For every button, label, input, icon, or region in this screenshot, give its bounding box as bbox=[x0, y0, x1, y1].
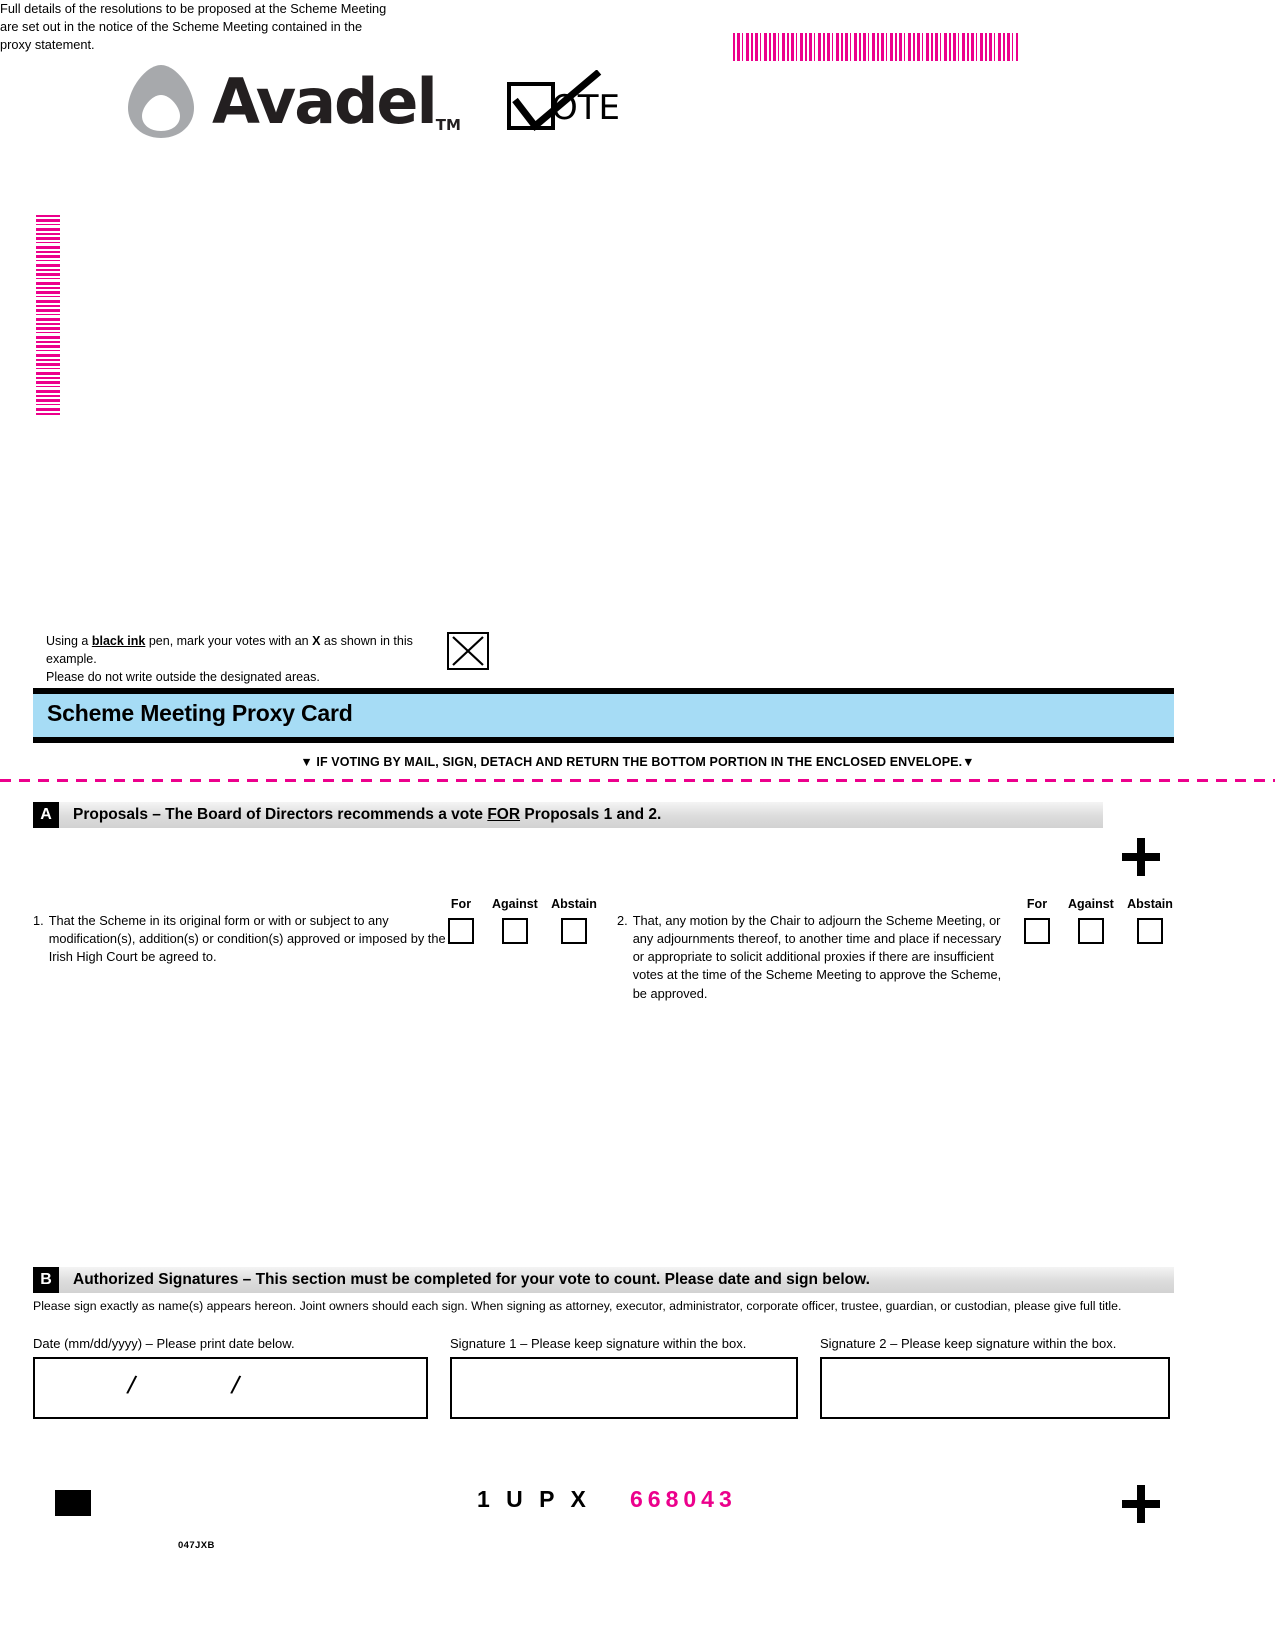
section-a-header bbox=[33, 802, 1103, 828]
avadel-mark-icon bbox=[120, 62, 202, 142]
registration-mark-top-right bbox=[1122, 838, 1160, 876]
proposal-2-abstain-checkbox[interactable] bbox=[1137, 918, 1163, 944]
proposal-1-against-column bbox=[492, 897, 537, 944]
signature1-field-label: Signature 1 – Please keep signature within the box. bbox=[450, 1336, 747, 1351]
proposal-1-against-checkbox[interactable] bbox=[502, 918, 528, 944]
proposal-2-against-column bbox=[1068, 897, 1113, 944]
svg-text:OTE: OTE bbox=[551, 88, 621, 128]
proposal-1-abstain-column bbox=[551, 897, 597, 944]
instruction-line1-suffix: as shown in this example. bbox=[46, 634, 413, 667]
instruction-line2: Please do not write outside the designated areas. bbox=[46, 670, 320, 685]
instruction-line1-middle: pen, mark your votes with an bbox=[145, 634, 313, 648]
proposal-2-text: That, any motion by the Chair to adjourn the Scheme Meeting, or any adjournments thereof, to another time and place if necessary or appropriate to solicit additional proxies if there are insufficient votes at the time of the Scheme Meeting to approve the Scheme, be approved. bbox=[632, 913, 1002, 1001]
date-separator-2: / bbox=[229, 1369, 243, 1401]
company-logo bbox=[120, 62, 461, 142]
date-field-label: Date (mm/dd/yyyy) – Please print date below. bbox=[33, 1336, 295, 1351]
signature2-field-label: Signature 2 – Please keep signature within the box. bbox=[820, 1336, 1117, 1351]
section-b-header bbox=[33, 1267, 1174, 1293]
brand-name-text: Avadel bbox=[212, 65, 436, 138]
section-a-letter: A bbox=[33, 802, 59, 828]
vote-logo bbox=[505, 70, 625, 137]
proposal-1 bbox=[33, 912, 448, 966]
proposal-2-abstain-column bbox=[1127, 897, 1173, 944]
side-barcode bbox=[36, 215, 60, 415]
alignment-block bbox=[55, 1490, 91, 1516]
proposal-1-against-label: Against bbox=[492, 897, 538, 911]
proposal-2 bbox=[617, 912, 1007, 1003]
proposal-2-for-label: For bbox=[1026, 897, 1048, 911]
mail-instruction: ▼ IF VOTING BY MAIL, SIGN, DETACH AND RETURN THE BOTTOM PORTION IN THE ENCLOSED ENVELOPE.▼ bbox=[300, 755, 975, 769]
section-b-letter: B bbox=[33, 1267, 59, 1293]
section-a-title-before: Proposals – The Board of Directors recommends a vote bbox=[73, 806, 488, 823]
proposal-2-vote-group bbox=[1020, 897, 1173, 944]
vote-checkmark-icon bbox=[505, 70, 625, 132]
proposal-1-for-column bbox=[444, 897, 478, 944]
page-title: Scheme Meeting Proxy Card bbox=[47, 700, 353, 726]
proposal-1-for-label: For bbox=[450, 897, 472, 911]
trademark-symbol: TM bbox=[435, 116, 461, 134]
proposal-2-for-checkbox[interactable] bbox=[1024, 918, 1050, 944]
instruction-x-glyph: X bbox=[312, 634, 321, 648]
proposal-1-number: 1. bbox=[33, 913, 44, 928]
resolutions-note: Full details of the resolutions to be proposed at the Scheme Meeting are set out in the notice of the Scheme Meeting contained in the proxy statement. bbox=[0, 1, 387, 53]
section-b-title: Authorized Signatures – This section must be completed for your vote to count. Please date and sign below. bbox=[73, 1271, 870, 1288]
registration-mark-bottom-right bbox=[1122, 1485, 1160, 1523]
signature2-input-box[interactable] bbox=[820, 1357, 1170, 1419]
date-separator-1: / bbox=[125, 1369, 139, 1401]
perforation-line bbox=[0, 779, 1275, 782]
proposal-2-against-checkbox[interactable] bbox=[1078, 918, 1104, 944]
proposal-1-text: That the Scheme in its original form or with or subject to any modification(s), addition(s) or condition(s) approved or imposed by the Irish High Court be agreed to. bbox=[48, 913, 446, 965]
section-a-title bbox=[73, 806, 661, 824]
proposal-1-abstain-checkbox[interactable] bbox=[561, 918, 587, 944]
title-bar-bottom-rule bbox=[33, 737, 1174, 743]
instruction-line1-prefix: Using a bbox=[46, 634, 92, 648]
brand-name bbox=[212, 65, 461, 138]
form-code: 1 U P X bbox=[477, 1486, 591, 1512]
proposal-2-for-column bbox=[1020, 897, 1054, 944]
proposal-2-against-label: Against bbox=[1068, 897, 1114, 911]
signature-note: Please sign exactly as name(s) appears hereon. Joint owners should each sign. When signing as attorney, executor, administrator, corporate officer, trustee, guardian, or custodian, please give full title. bbox=[33, 1299, 1122, 1313]
proposal-1-abstain-label: Abstain bbox=[551, 897, 597, 911]
proposal-2-abstain-label: Abstain bbox=[1127, 897, 1173, 911]
proposal-1-vote-group bbox=[444, 897, 597, 944]
top-barcode bbox=[733, 33, 1018, 61]
job-code: 047JXB bbox=[178, 1540, 215, 1551]
proposal-2-number: 2. bbox=[617, 913, 628, 928]
instruction-black-ink: black ink bbox=[91, 634, 146, 648]
marking-instructions bbox=[46, 632, 446, 686]
signature1-input-box[interactable] bbox=[450, 1357, 798, 1419]
section-a-title-for: FOR bbox=[487, 806, 521, 823]
control-number: 668043 bbox=[630, 1486, 737, 1512]
proposal-1-for-checkbox[interactable] bbox=[448, 918, 474, 944]
example-mark-box bbox=[447, 632, 489, 670]
x-mark-icon bbox=[449, 634, 487, 668]
section-a-title-after: Proposals 1 and 2. bbox=[520, 806, 662, 823]
